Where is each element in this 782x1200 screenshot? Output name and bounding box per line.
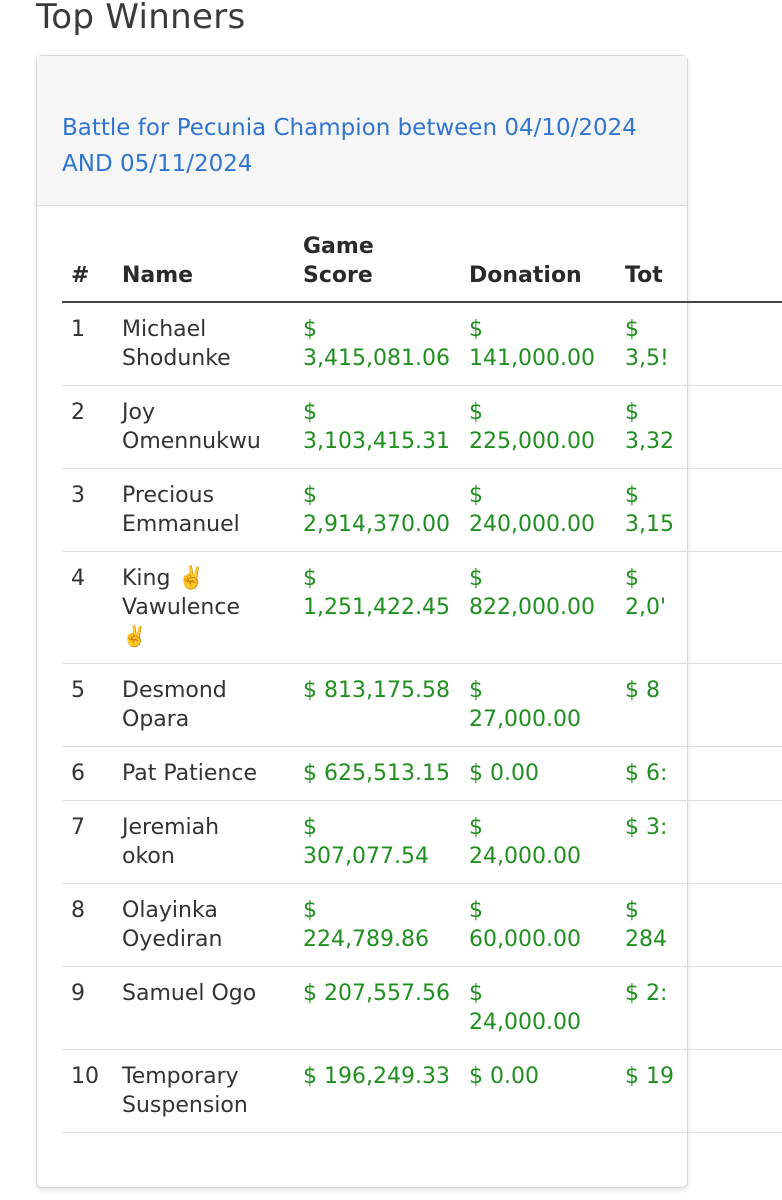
score-line: $ [303, 400, 317, 425]
name-cell [122, 1050, 303, 1133]
score-line: $ [303, 317, 317, 342]
total-line: 3,15 [625, 512, 674, 537]
winners-table [62, 206, 782, 1133]
score-line: $ [303, 483, 317, 508]
game-score-cell [303, 469, 469, 552]
table-row [62, 302, 782, 386]
table-row [62, 884, 782, 967]
rank-cell: 8 [62, 884, 122, 967]
header-game-score [303, 206, 469, 302]
name-cell [122, 967, 303, 1050]
score-line: 224,789.86 [303, 927, 429, 952]
name-line: okon [122, 844, 175, 869]
total-line: $ [625, 400, 639, 425]
table-scroll-area[interactable] [62, 206, 674, 1156]
name-line: Michael [122, 317, 207, 342]
total-cell [625, 884, 782, 967]
name-cell [122, 747, 303, 801]
game-score-cell [303, 967, 469, 1050]
leaderboard-card [36, 55, 688, 1188]
header-name: Name [122, 206, 303, 302]
game-score-cell [303, 552, 469, 664]
score-line: 3,103,415.31 [303, 429, 450, 454]
game-score-cell [303, 747, 469, 801]
donation-line: 240,000.00 [469, 512, 595, 537]
total-cell [625, 801, 782, 884]
name-line: Omennukwu [122, 429, 261, 454]
name-line: Pat Patience [122, 761, 257, 786]
total-line: $ [625, 317, 639, 342]
rank-cell: 5 [62, 664, 122, 747]
name-cell [122, 664, 303, 747]
donation-line: $ [469, 317, 483, 342]
game-score-cell [303, 884, 469, 967]
donation-line: 24,000.00 [469, 1010, 581, 1035]
name-line: Oyediran [122, 927, 223, 952]
donation-line: 822,000.00 [469, 595, 595, 620]
donation-line: $ [469, 678, 483, 703]
table-row [62, 386, 782, 469]
table-row [62, 469, 782, 552]
name-line: Opara [122, 707, 190, 732]
donation-line: 141,000.00 [469, 346, 595, 371]
game-score-cell [303, 386, 469, 469]
score-line: $ 813,175.58 [303, 678, 450, 703]
rank-cell: 6 [62, 747, 122, 801]
donation-line: $ [469, 400, 483, 425]
name-line: Jeremiah [122, 815, 220, 840]
donation-cell [469, 967, 625, 1050]
donation-line: $ 0.00 [469, 761, 539, 786]
score-line: $ [303, 566, 317, 591]
donation-cell [469, 747, 625, 801]
donation-line: 27,000.00 [469, 707, 581, 732]
donation-cell [469, 552, 625, 664]
competition-headline[interactable]: Battle for Pecunia Champion between 04/10/2024 AND 05/11/2024 [62, 115, 637, 177]
name-line: Emmanuel [122, 512, 240, 537]
total-cell [625, 302, 782, 386]
game-score-cell [303, 1050, 469, 1133]
total-line: $ [625, 483, 639, 508]
donation-line: $ [469, 981, 483, 1006]
donation-cell [469, 386, 625, 469]
total-line: $ 8 [625, 678, 660, 703]
donation-cell [469, 884, 625, 967]
name-line: Temporary [122, 1064, 239, 1089]
score-line: $ 196,249.33 [303, 1064, 450, 1089]
name-line: Joy [122, 400, 155, 425]
total-line: $ 3: [625, 815, 668, 840]
total-cell [625, 469, 782, 552]
total-line: $ [625, 566, 639, 591]
rank-cell: 3 [62, 469, 122, 552]
total-line: 284 [625, 927, 667, 952]
rank-cell: 2 [62, 386, 122, 469]
donation-line: $ [469, 566, 483, 591]
total-cell [625, 552, 782, 664]
total-cell [625, 747, 782, 801]
total-cell [625, 664, 782, 747]
total-line: $ 2: [625, 981, 668, 1006]
score-line: 1,251,422.45 [303, 595, 450, 620]
donation-line: $ [469, 815, 483, 840]
score-line: $ [303, 815, 317, 840]
donation-cell [469, 801, 625, 884]
victory-hand-icon: ✌️ [122, 624, 147, 648]
rank-cell: 7 [62, 801, 122, 884]
donation-cell [469, 302, 625, 386]
table-row [62, 967, 782, 1050]
rank-cell: 4 [62, 552, 122, 664]
name-line: Samuel Ogo [122, 981, 257, 1006]
card-header [37, 56, 687, 206]
name-cell [122, 884, 303, 967]
page-title: Top Winners [36, 0, 246, 37]
score-line: $ 625,513.15 [303, 761, 450, 786]
name-line: King ✌️ [122, 566, 205, 591]
name-cell [122, 552, 303, 664]
name-line: Desmond [122, 678, 227, 703]
name-line: Suspension [122, 1093, 248, 1118]
header-donation: Donation [469, 206, 625, 302]
table-row [62, 801, 782, 884]
name-cell [122, 386, 303, 469]
rank-cell: 10 [62, 1050, 122, 1133]
score-line: 3,415,081.06 [303, 346, 450, 371]
score-line: 307,077.54 [303, 844, 429, 869]
name-line: Olayinka [122, 898, 218, 923]
total-cell [625, 967, 782, 1050]
table-row [62, 664, 782, 747]
table-header-row [62, 206, 782, 302]
donation-cell [469, 469, 625, 552]
total-cell [625, 1050, 782, 1133]
donation-line: $ [469, 483, 483, 508]
table-row [62, 552, 782, 664]
total-line: $ 19 [625, 1064, 674, 1089]
name-line: Vawulence [122, 595, 240, 620]
donation-line: $ [469, 898, 483, 923]
score-line: 2,914,370.00 [303, 512, 450, 537]
header-rank: # [62, 206, 122, 302]
total-line: 2,0' [625, 595, 667, 620]
game-score-cell [303, 801, 469, 884]
game-score-cell [303, 664, 469, 747]
total-line: 3,32 [625, 429, 674, 454]
header-game-score-line2: Score [303, 263, 373, 288]
donation-cell [469, 664, 625, 747]
name-cell [122, 801, 303, 884]
score-line: $ 207,557.56 [303, 981, 450, 1006]
header-total: Tot [625, 206, 782, 302]
total-line: $ [625, 898, 639, 923]
name-line: Shodunke [122, 346, 231, 371]
donation-line: 225,000.00 [469, 429, 595, 454]
total-line: $ 6: [625, 761, 668, 786]
total-cell [625, 386, 782, 469]
name-line: Precious [122, 483, 215, 508]
donation-line: $ 0.00 [469, 1064, 539, 1089]
total-line: 3,5! [625, 346, 669, 371]
donation-line: 24,000.00 [469, 844, 581, 869]
donation-line: 60,000.00 [469, 927, 581, 952]
game-score-cell [303, 302, 469, 386]
donation-cell [469, 1050, 625, 1133]
table-row [62, 747, 782, 801]
score-line: $ [303, 898, 317, 923]
rank-cell: 9 [62, 967, 122, 1050]
name-cell [122, 302, 303, 386]
rank-cell: 1 [62, 302, 122, 386]
table-row [62, 1050, 782, 1133]
name-cell [122, 469, 303, 552]
header-game-score-line1: Game [303, 234, 374, 259]
